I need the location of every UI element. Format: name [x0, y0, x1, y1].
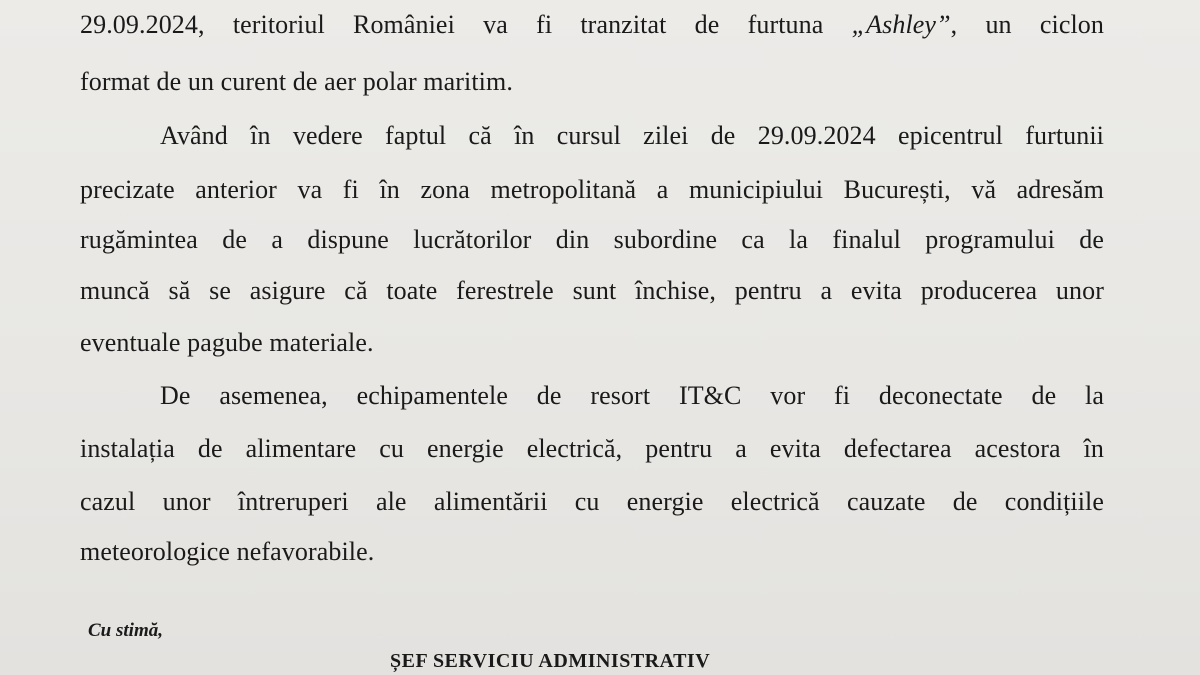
paragraph-2-line-2: precizate anterior va fi în zona metropolitană a municipiului București, vă adresăm — [80, 175, 1104, 204]
paragraph-1-line-2: format de un curent de aer polar maritim. — [80, 67, 513, 96]
paragraph-2-line-1: Având în vedere faptul că în cursul zilei de 29.09.2024 epicentrul furtunii — [160, 121, 1104, 150]
closing-salutation: Cu stimă, — [88, 620, 163, 641]
paragraph-3-line-1: De asemenea, echipamentele de resort IT&C vor fi deconectate de la — [160, 381, 1104, 410]
signature-title: ȘEF SERVICIU ADMINISTRATIV — [390, 650, 711, 672]
paragraph-2-line-5: eventuale pagube materiale. — [80, 328, 374, 357]
paragraph-3-line-2: instalația de alimentare cu energie electrică, pentru a evita defectarea acestora în — [80, 434, 1104, 463]
paragraph-3-line-3: cazul unor întreruperi ale alimentării cu energie electrică cauzate de condițiile — [80, 487, 1104, 516]
storm-name: „Ashley” — [851, 10, 951, 39]
paragraph-1-line-1 — [80, 10, 1104, 40]
paragraph-2-line-4: muncă să se asigure că toate ferestrele sunt închise, pentru a evita producerea unor — [80, 276, 1104, 305]
paragraph-1-line-1-end: , un ciclon — [950, 10, 1104, 39]
paragraph-3-line-4: meteorologice nefavorabile. — [80, 537, 375, 566]
paragraph-2-line-3: rugămintea de a dispune lucrătorilor din subordine ca la finalul programului de — [80, 225, 1104, 254]
paragraph-1-line-1-start: 29.09.2024, teritoriul României va fi tranzitat de furtuna — [80, 10, 852, 39]
